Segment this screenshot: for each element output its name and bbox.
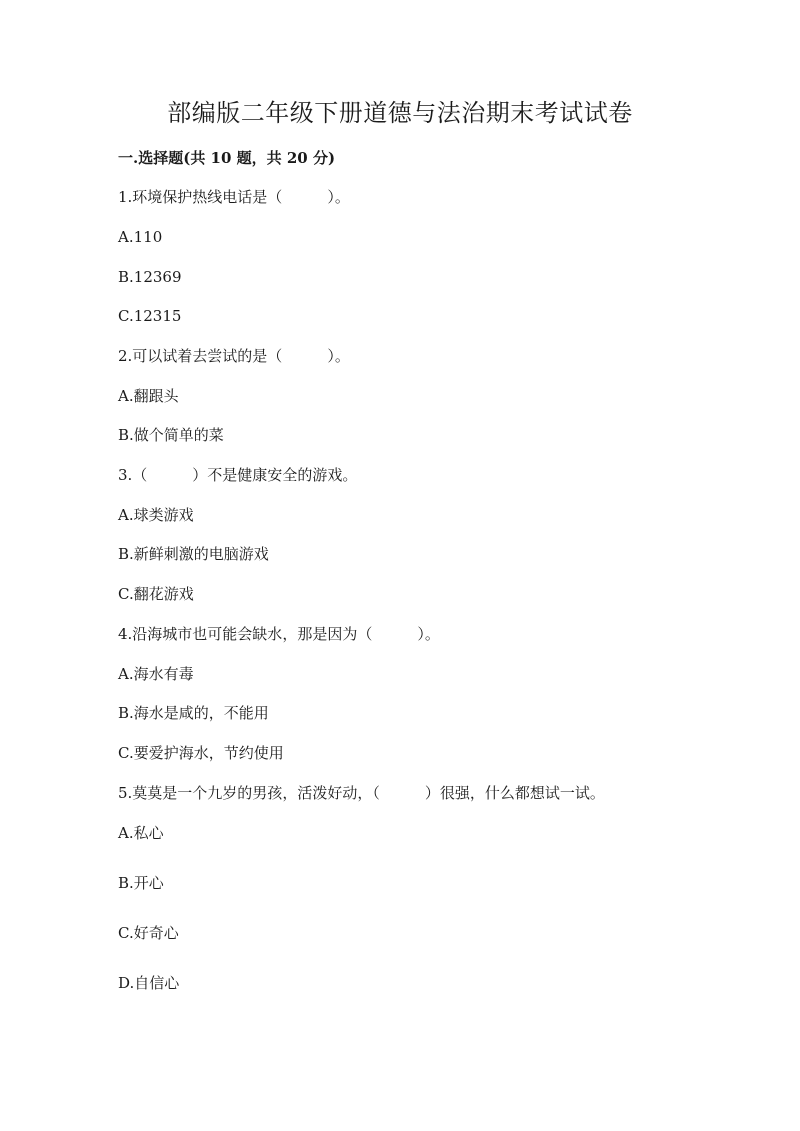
question-1-option-a: A.110 — [118, 228, 163, 246]
question-4-stem: 4.沿海城市也可能会缺水，那是因为（ ）。 — [118, 625, 440, 643]
exam-title: 部编版二年级下册道德与法治期末考试试卷 — [167, 99, 633, 127]
question-3-option-c: C.翻花游戏 — [118, 585, 194, 603]
question-5-stem: 5.莫莫是一个九岁的男孩，活泼好动，（ ）很强，什么都想试一试。 — [118, 784, 605, 802]
section-heading: 一.选择题(共 10 题，共 20 分) — [118, 149, 336, 167]
question-3-stem: 3.（ ）不是健康安全的游戏。 — [118, 466, 358, 484]
question-4-option-c: C.要爱护海水，节约使用 — [118, 744, 284, 762]
question-3-option-a: A.球类游戏 — [118, 506, 194, 524]
question-5-option-a: A.私心 — [118, 824, 164, 842]
question-2-option-b: B.做个简单的菜 — [118, 426, 224, 444]
question-5-option-b: B.开心 — [118, 874, 164, 892]
question-5-option-d: D.自信心 — [118, 974, 180, 992]
question-3-option-b: B.新鲜刺激的电脑游戏 — [118, 545, 269, 563]
question-1-stem: 1.环境保护热线电话是（ ）。 — [118, 188, 350, 206]
question-2-option-a: A.翻跟头 — [118, 387, 179, 405]
question-1-option-c: C.12315 — [118, 307, 182, 325]
question-2-stem: 2.可以试着去尝试的是（ ）。 — [118, 347, 350, 365]
question-4-option-b: B.海水是咸的，不能用 — [118, 704, 269, 722]
question-4-option-a: A.海水有毒 — [118, 665, 194, 683]
question-5-option-c: C.好奇心 — [118, 924, 179, 942]
question-1-option-b: B.12369 — [118, 268, 182, 286]
